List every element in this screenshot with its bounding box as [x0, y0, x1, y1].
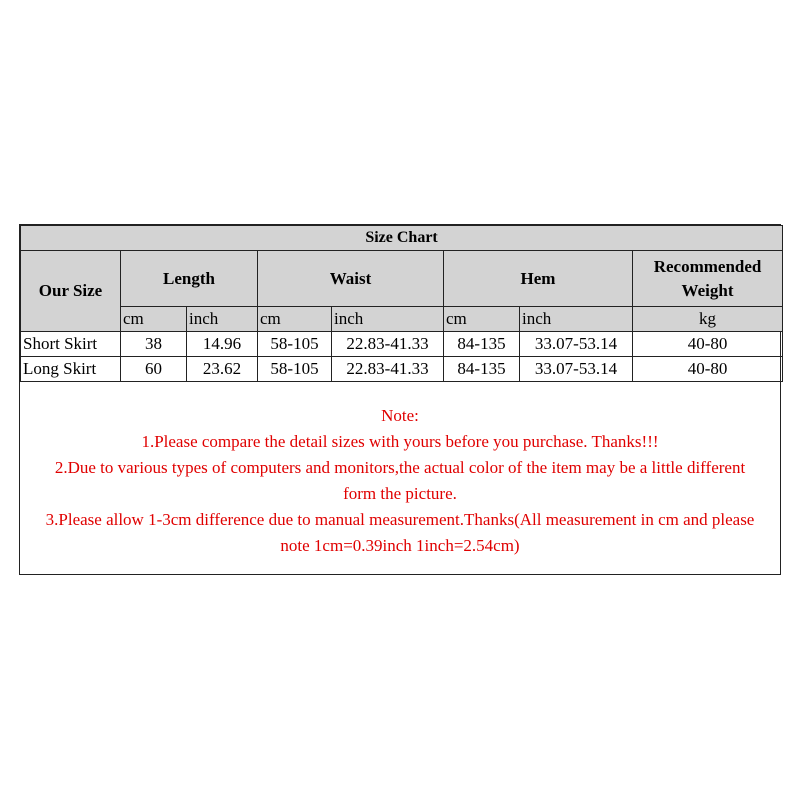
length-inch-value: 23.62	[187, 357, 258, 382]
header-recommended-weight: Recommended Weight	[633, 251, 783, 307]
unit-row	[21, 307, 783, 332]
waist-inch-value: 22.83-41.33	[332, 332, 444, 357]
unit-weight: kg	[633, 307, 783, 332]
hem-cm-value: 84-135	[444, 357, 520, 382]
unit-waist-inch: inch	[332, 307, 444, 332]
note-item-2: 2.Due to various types of computers and monitors,the actual color of the item may be a little different form the picture.	[54, 458, 746, 503]
header-our-size: Our Size	[21, 251, 121, 332]
title-row	[21, 226, 783, 251]
header-hem: Hem	[444, 251, 633, 307]
waist-inch-value: 22.83-41.33	[332, 357, 444, 382]
size-chart	[19, 224, 781, 575]
length-cm-value: 60	[121, 357, 187, 382]
weight-value: 40-80	[633, 332, 783, 357]
size-name: Short Skirt	[21, 332, 121, 357]
length-cm-value: 38	[121, 332, 187, 357]
unit-hem-cm: cm	[444, 307, 520, 332]
header-length: Length	[121, 251, 258, 307]
hem-inch-value: 33.07-53.14	[520, 332, 633, 357]
note-item-3: 3.Please allow 1-3cm difference due to manual measurement.Thanks(All measurement in cm and please note 1cm=0.39inch 1inch=2.54cm)	[45, 510, 755, 555]
size-name: Long Skirt	[21, 357, 121, 382]
unit-waist-cm: cm	[258, 307, 332, 332]
weight-value: 40-80	[633, 357, 783, 382]
notes-heading: Note:	[381, 406, 419, 425]
waist-cm-value: 58-105	[258, 332, 332, 357]
header-row	[21, 251, 783, 307]
header-waist: Waist	[258, 251, 444, 307]
note-item-1: 1.Please compare the detail sizes with yours before you purchase. Thanks!!!	[141, 432, 659, 451]
hem-inch-value: 33.07-53.14	[520, 357, 633, 382]
unit-length-inch: inch	[187, 307, 258, 332]
table-title: Size Chart	[21, 226, 783, 251]
hem-cm-value: 84-135	[444, 332, 520, 357]
table-row	[21, 332, 783, 357]
waist-cm-value: 58-105	[258, 357, 332, 382]
table-row	[21, 357, 783, 382]
length-inch-value: 14.96	[187, 332, 258, 357]
size-table	[20, 225, 783, 382]
unit-hem-inch: inch	[520, 307, 633, 332]
notes-section	[20, 385, 780, 574]
unit-length-cm: cm	[121, 307, 187, 332]
